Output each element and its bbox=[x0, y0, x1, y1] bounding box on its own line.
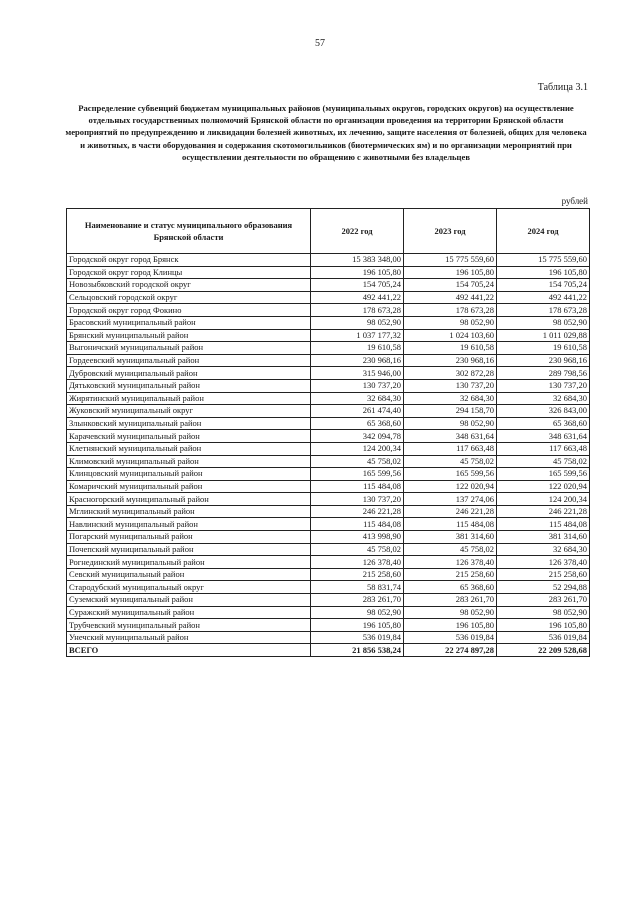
cell-year-2024: 52 294,88 bbox=[497, 581, 590, 594]
cell-year-2023: 65 368,60 bbox=[404, 581, 497, 594]
cell-year-2024: 117 663,48 bbox=[497, 442, 590, 455]
table-row bbox=[67, 556, 590, 569]
cell-year-2024: 326 843,00 bbox=[497, 405, 590, 418]
cell-municipality: Городской округ город Фокино bbox=[67, 304, 311, 317]
cell-year-2022: 165 599,56 bbox=[311, 468, 404, 481]
cell-year-2023: 45 758,02 bbox=[404, 543, 497, 556]
cell-year-2022: 130 737,20 bbox=[311, 493, 404, 506]
table-row bbox=[67, 279, 590, 292]
cell-municipality: Погарский муниципальный район bbox=[67, 531, 311, 544]
cell-year-2022: 98 052,90 bbox=[311, 606, 404, 619]
cell-year-2024: 115 484,08 bbox=[497, 518, 590, 531]
header-2023: 2023 год bbox=[404, 209, 497, 254]
cell-year-2024: 196 105,80 bbox=[497, 619, 590, 632]
cell-year-2023: 98 052,90 bbox=[404, 316, 497, 329]
table-row bbox=[67, 455, 590, 468]
cell-year-2023: 137 274,06 bbox=[404, 493, 497, 506]
cell-year-2023: 283 261,70 bbox=[404, 594, 497, 607]
table-row bbox=[67, 342, 590, 355]
table-row bbox=[67, 493, 590, 506]
cell-municipality: Злынковский муниципальный район bbox=[67, 417, 311, 430]
document-title: Распределение субвенций бюджетам муниципальных районов (муниципальных округов, городских округов) на осуществление отдельных государственных полномочий Брянской области по организации проведения на территории Брянской области мероприятий по предупреждению и ликвидации болезней животных, их лечению, защите населения от болезней, общих для человека и животных, в части оборудования и содержания скотомогильников (биотермических ям) и по организации мероприятий при осуществлении деятельности по обращению с животными без владельцев bbox=[65, 103, 587, 162]
table-row bbox=[67, 291, 590, 304]
cell-year-2023: 165 599,56 bbox=[404, 468, 497, 481]
cell-year-2024: 178 673,28 bbox=[497, 304, 590, 317]
cell-year-2023: 15 775 559,60 bbox=[404, 254, 497, 267]
header-2024: 2024 год bbox=[497, 209, 590, 254]
cell-year-2022: 196 105,80 bbox=[311, 619, 404, 632]
cell-year-2022: 126 378,40 bbox=[311, 556, 404, 569]
cell-municipality: Городской округ город Брянск bbox=[67, 254, 311, 267]
cell-year-2024: 19 610,58 bbox=[497, 342, 590, 355]
cell-year-2022: 215 258,60 bbox=[311, 568, 404, 581]
cell-year-2023: 302 872,28 bbox=[404, 367, 497, 380]
cell-year-2024: 98 052,90 bbox=[497, 606, 590, 619]
cell-municipality: Брянский муниципальный район bbox=[67, 329, 311, 342]
table-row bbox=[67, 531, 590, 544]
table-row bbox=[67, 594, 590, 607]
cell-year-2022: 115 484,08 bbox=[311, 518, 404, 531]
cell-year-2022: 230 968,16 bbox=[311, 354, 404, 367]
cell-year-2024: 15 775 559,60 bbox=[497, 254, 590, 267]
cell-municipality: Гордеевский муниципальный район bbox=[67, 354, 311, 367]
cell-year-2022: 413 998,90 bbox=[311, 531, 404, 544]
table-row bbox=[67, 254, 590, 267]
cell-year-2022: 1 037 177,32 bbox=[311, 329, 404, 342]
cell-municipality: Климовский муниципальный район bbox=[67, 455, 311, 468]
cell-year-2024: 32 684,30 bbox=[497, 543, 590, 556]
unit-label: рублей bbox=[561, 196, 588, 206]
cell-municipality: Суражский муниципальный район bbox=[67, 606, 311, 619]
cell-year-2024: 124 200,34 bbox=[497, 493, 590, 506]
table-row bbox=[67, 417, 590, 430]
cell-year-2024: 45 758,02 bbox=[497, 455, 590, 468]
cell-year-2024: 65 368,60 bbox=[497, 417, 590, 430]
table-row bbox=[67, 367, 590, 380]
cell-year-2022: 115 484,08 bbox=[311, 480, 404, 493]
cell-year-2023: 492 441,22 bbox=[404, 291, 497, 304]
cell-municipality: Сельцовский городской округ bbox=[67, 291, 311, 304]
cell-municipality: Мглинский муниципальный район bbox=[67, 505, 311, 518]
table-row bbox=[67, 606, 590, 619]
cell-year-2024: 154 705,24 bbox=[497, 279, 590, 292]
table-row bbox=[67, 392, 590, 405]
cell-year-2023: 22 274 897,28 bbox=[404, 644, 497, 657]
table-row bbox=[67, 354, 590, 367]
cell-year-2022: 15 383 348,00 bbox=[311, 254, 404, 267]
page-number: 57 bbox=[315, 38, 325, 49]
cell-municipality: Севский муниципальный район bbox=[67, 568, 311, 581]
table-row bbox=[67, 568, 590, 581]
cell-year-2024: 289 798,56 bbox=[497, 367, 590, 380]
cell-year-2024: 246 221,28 bbox=[497, 505, 590, 518]
cell-year-2023: 215 258,60 bbox=[404, 568, 497, 581]
cell-municipality: Комаричский муниципальный район bbox=[67, 480, 311, 493]
cell-year-2024: 283 261,70 bbox=[497, 594, 590, 607]
cell-year-2023: 196 105,80 bbox=[404, 619, 497, 632]
subvention-table bbox=[66, 208, 590, 657]
cell-year-2022: 124 200,34 bbox=[311, 442, 404, 455]
table-row bbox=[67, 379, 590, 392]
cell-year-2022: 32 684,30 bbox=[311, 392, 404, 405]
cell-year-2023: 130 737,20 bbox=[404, 379, 497, 392]
cell-municipality: Клинцовский муниципальный район bbox=[67, 468, 311, 481]
cell-year-2024: 348 631,64 bbox=[497, 430, 590, 443]
cell-municipality: Жирятинский муниципальный район bbox=[67, 392, 311, 405]
table-row bbox=[67, 442, 590, 455]
cell-year-2022: 154 705,24 bbox=[311, 279, 404, 292]
table-body bbox=[67, 254, 590, 657]
cell-year-2024: 122 020,94 bbox=[497, 480, 590, 493]
cell-year-2022: 19 610,58 bbox=[311, 342, 404, 355]
cell-year-2024: 196 105,80 bbox=[497, 266, 590, 279]
cell-year-2023: 45 758,02 bbox=[404, 455, 497, 468]
cell-year-2024: 165 599,56 bbox=[497, 468, 590, 481]
cell-year-2022: 283 261,70 bbox=[311, 594, 404, 607]
cell-year-2023: 98 052,90 bbox=[404, 417, 497, 430]
cell-year-2022: 536 019,84 bbox=[311, 631, 404, 644]
cell-year-2022: 342 094,78 bbox=[311, 430, 404, 443]
table-label: Таблица 3.1 bbox=[537, 82, 588, 93]
table-row bbox=[67, 619, 590, 632]
cell-year-2022: 58 831,74 bbox=[311, 581, 404, 594]
table-row bbox=[67, 631, 590, 644]
cell-municipality: Клетнянский муниципальный район bbox=[67, 442, 311, 455]
cell-year-2023: 126 378,40 bbox=[404, 556, 497, 569]
cell-year-2022: 492 441,22 bbox=[311, 291, 404, 304]
cell-year-2024: 215 258,60 bbox=[497, 568, 590, 581]
table-row bbox=[67, 505, 590, 518]
cell-year-2022: 21 856 538,24 bbox=[311, 644, 404, 657]
table-header-row bbox=[67, 209, 590, 254]
cell-year-2023: 294 158,70 bbox=[404, 405, 497, 418]
cell-year-2023: 154 705,24 bbox=[404, 279, 497, 292]
cell-year-2023: 98 052,90 bbox=[404, 606, 497, 619]
table-row bbox=[67, 304, 590, 317]
header-2022: 2022 год bbox=[311, 209, 404, 254]
cell-year-2023: 196 105,80 bbox=[404, 266, 497, 279]
cell-municipality: Новозыбковский городской округ bbox=[67, 279, 311, 292]
cell-year-2024: 98 052,90 bbox=[497, 316, 590, 329]
table-row bbox=[67, 468, 590, 481]
cell-year-2023: 381 314,60 bbox=[404, 531, 497, 544]
cell-year-2023: 348 631,64 bbox=[404, 430, 497, 443]
cell-year-2022: 246 221,28 bbox=[311, 505, 404, 518]
cell-year-2022: 45 758,02 bbox=[311, 455, 404, 468]
cell-municipality: Навлинский муниципальный район bbox=[67, 518, 311, 531]
cell-year-2024: 536 019,84 bbox=[497, 631, 590, 644]
cell-municipality: Унечский муниципальный район bbox=[67, 631, 311, 644]
cell-municipality: Брасовский муниципальный район bbox=[67, 316, 311, 329]
cell-municipality: Рогнединский муниципальный район bbox=[67, 556, 311, 569]
cell-year-2023: 117 663,48 bbox=[404, 442, 497, 455]
cell-year-2024: 492 441,22 bbox=[497, 291, 590, 304]
cell-year-2024: 130 737,20 bbox=[497, 379, 590, 392]
cell-municipality: Суземский муниципальный район bbox=[67, 594, 311, 607]
cell-year-2023: 178 673,28 bbox=[404, 304, 497, 317]
cell-year-2022: 196 105,80 bbox=[311, 266, 404, 279]
table-row bbox=[67, 329, 590, 342]
cell-municipality: Городской округ город Клинцы bbox=[67, 266, 311, 279]
cell-year-2024: 230 968,16 bbox=[497, 354, 590, 367]
cell-municipality: Дятьковский муниципальный район bbox=[67, 379, 311, 392]
cell-year-2023: 32 684,30 bbox=[404, 392, 497, 405]
cell-year-2022: 261 474,40 bbox=[311, 405, 404, 418]
cell-municipality: Выгоничский муниципальный район bbox=[67, 342, 311, 355]
table-row bbox=[67, 480, 590, 493]
table-row bbox=[67, 316, 590, 329]
table-row bbox=[67, 405, 590, 418]
cell-municipality: Карачевский муниципальный район bbox=[67, 430, 311, 443]
cell-year-2022: 178 673,28 bbox=[311, 304, 404, 317]
cell-year-2022: 130 737,20 bbox=[311, 379, 404, 392]
cell-year-2024: 381 314,60 bbox=[497, 531, 590, 544]
header-name: Наименование и статус муниципального образования Брянской области bbox=[67, 209, 311, 254]
cell-year-2023: 230 968,16 bbox=[404, 354, 497, 367]
cell-year-2023: 536 019,84 bbox=[404, 631, 497, 644]
table-row bbox=[67, 266, 590, 279]
cell-year-2023: 19 610,58 bbox=[404, 342, 497, 355]
cell-year-2023: 115 484,08 bbox=[404, 518, 497, 531]
cell-year-2022: 45 758,02 bbox=[311, 543, 404, 556]
cell-municipality: Дубровский муниципальный район bbox=[67, 367, 311, 380]
cell-year-2024: 1 011 029,88 bbox=[497, 329, 590, 342]
cell-year-2023: 246 221,28 bbox=[404, 505, 497, 518]
table-row bbox=[67, 518, 590, 531]
table-row bbox=[67, 543, 590, 556]
table-row bbox=[67, 430, 590, 443]
cell-year-2024: 22 209 528,68 bbox=[497, 644, 590, 657]
cell-municipality: Красногорский муниципальный район bbox=[67, 493, 311, 506]
cell-municipality: Трубчевский муниципальный район bbox=[67, 619, 311, 632]
cell-year-2024: 126 378,40 bbox=[497, 556, 590, 569]
table-row bbox=[67, 581, 590, 594]
cell-municipality: Стародубский муниципальный округ bbox=[67, 581, 311, 594]
cell-year-2023: 122 020,94 bbox=[404, 480, 497, 493]
cell-municipality: Жуковский муниципальный округ bbox=[67, 405, 311, 418]
cell-year-2022: 98 052,90 bbox=[311, 316, 404, 329]
cell-municipality: ВСЕГО bbox=[67, 644, 311, 657]
cell-year-2022: 65 368,60 bbox=[311, 417, 404, 430]
cell-year-2022: 315 946,00 bbox=[311, 367, 404, 380]
cell-municipality: Почепский муниципальный район bbox=[67, 543, 311, 556]
total-row bbox=[67, 644, 590, 657]
cell-year-2024: 32 684,30 bbox=[497, 392, 590, 405]
cell-year-2023: 1 024 103,60 bbox=[404, 329, 497, 342]
